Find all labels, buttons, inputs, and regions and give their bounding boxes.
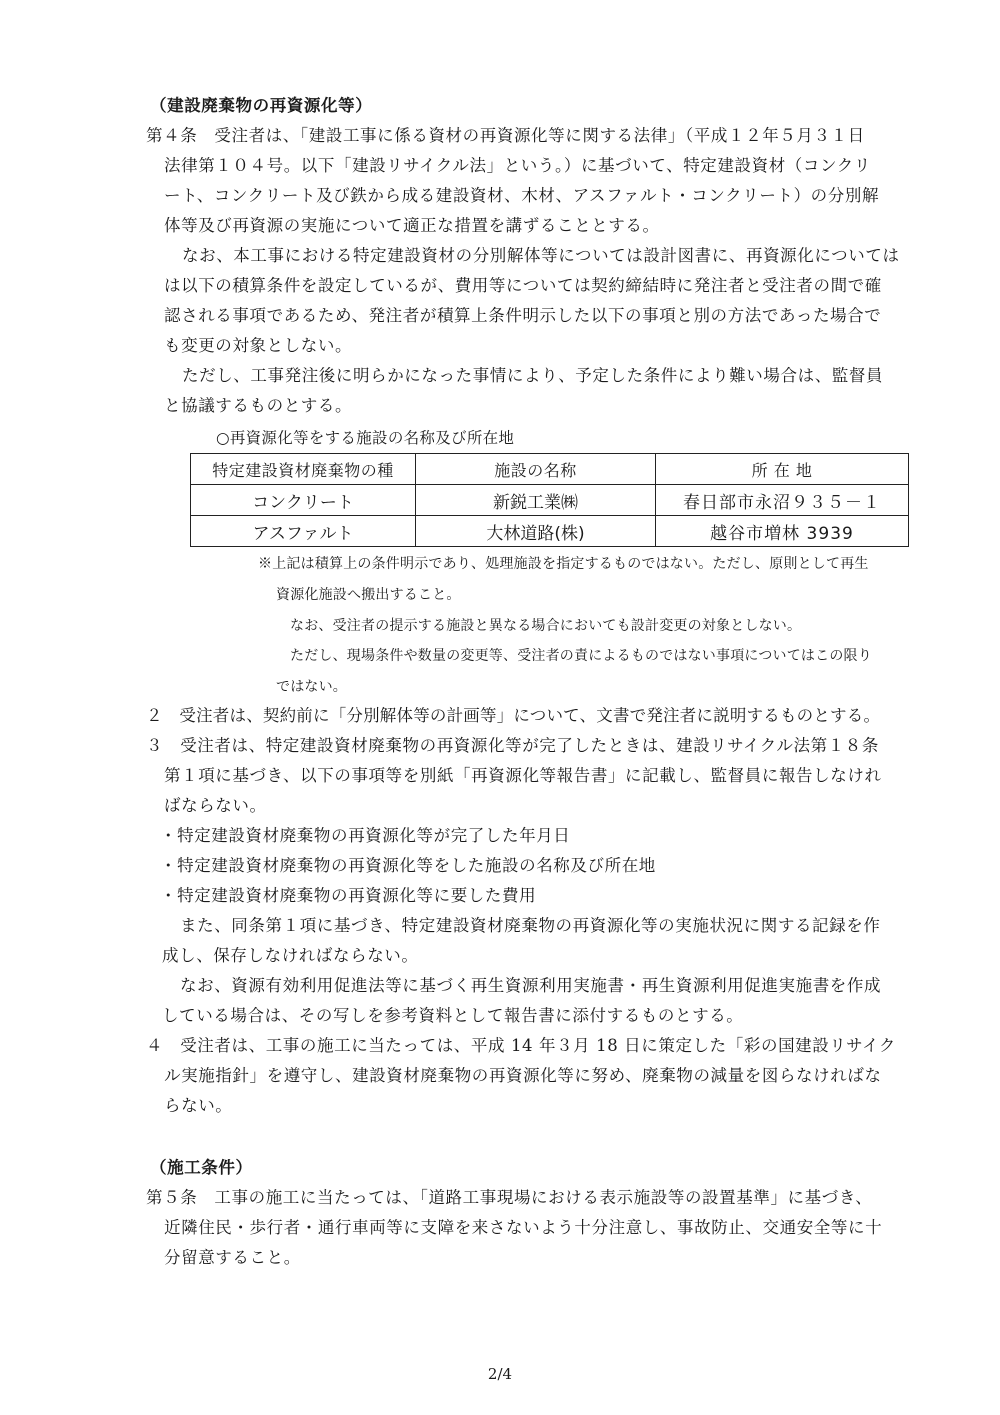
para3-line: 第１項に基づき、以下の事項等を別紙「再資源化等報告書」に記載し、監督員に報告しなけれ (164, 766, 882, 785)
list-item: ・特定建設資材廃棄物の再資源化等をした施設の名称及び所在地 (160, 856, 656, 875)
para3-line: している場合は、その写しを参考資料として報告書に添付するものとする。 (162, 1006, 744, 1025)
section4-heading: （建設廃棄物の再資源化等） (150, 96, 373, 115)
table-header-row (191, 454, 909, 485)
cell-waste-type: アスファルト (191, 516, 416, 547)
note-line: なお、受注者の提示する施設と異なる場合においても設計変更の対象としない。 (290, 618, 802, 634)
paragraph-2: ２ 受注者は、契約前に「分別解体等の計画等」について、文書で発注者に説明するものとする。 (146, 706, 881, 725)
article-line: 認される事項であるため、発注者が積算上条件明示した以下の事項と別の方法であった場合で (164, 306, 882, 325)
cell-location: 春日部市永沼９３５－１ (656, 485, 909, 516)
article-line: 法律第１０４号。以下「建設リサイクル法」という。）に基づいて、特定建設資材（コンクリ (164, 156, 871, 175)
para3-line: ３ 受注者は、特定建設資材廃棄物の再資源化等が完了したときは、建設リサイクル法第１８条 (146, 736, 879, 755)
note-line: ただし、現場条件や数量の変更等、受注者の責によるものではない事項についてはこの限り (290, 648, 872, 664)
table-caption: ○再資源化等をする施設の名称及び所在地 (216, 429, 515, 447)
article-line: は以下の積算条件を設定しているが、費用等については契約締結時に発注者と受注者の間で確 (164, 276, 882, 295)
list-item: ・特定建設資材廃棄物の再資源化等が完了した年月日 (160, 826, 571, 845)
para3-line: なお、資源有効利用促進法等に基づく再生資源利用実施書・再生資源利用促進実施書を作成 (180, 976, 882, 995)
article-line: ただし、工事発注後に明らかになった事情により、予定した条件により難い場合は、監督員 (182, 366, 884, 385)
note-line: ではない。 (276, 679, 347, 695)
article-line: 分留意すること。 (164, 1248, 301, 1267)
article-line: も変更の対象としない。 (164, 336, 353, 355)
para4-line: ル実施指針」を遵守し、建設資材廃棄物の再資源化等に努め、廃棄物の減量を図らなければな (164, 1066, 882, 1085)
para4-line: らない。 (164, 1096, 233, 1115)
article-line: 第４条 受注者は、「建設工事に係る資材の再資源化等に関する法律」（平成１２年５月３１日 (146, 126, 865, 145)
facility-table (190, 453, 909, 547)
cell-facility-name: 新鋭工業㈱ (416, 485, 656, 516)
cell-waste-type: コンクリート (191, 485, 416, 516)
note-line: ※上記は積算上の条件明示であり、処理施設を指定するものではない。ただし、原則として再生 (258, 556, 869, 572)
list-item: ・特定建設資材廃棄物の再資源化等に要した費用 (160, 886, 537, 905)
cell-facility-name: 大林道路(株) (416, 516, 656, 547)
header-facility-name: 施設の名称 (416, 454, 656, 485)
page-number: 2/4 (487, 1365, 513, 1383)
table-row (191, 516, 909, 547)
article-line: ート、コンクリート及び鉄から成る建設資材、木材、アスファルト・コンクリート）の分別解 (164, 186, 880, 205)
header-location: 所 在 地 (656, 454, 909, 485)
para3-line: また、同条第１項に基づき、特定建設資材廃棄物の再資源化等の実施状況に関する記録を作 (180, 916, 881, 935)
article-line: と協議するものとする。 (164, 396, 353, 415)
cell-location: 越谷市増林 3939 (656, 516, 909, 547)
para3-line: 成し、保存しなければならない。 (162, 946, 419, 965)
table-row (191, 485, 909, 516)
article-line: 近隣住民・歩行者・通行車両等に支障を来さないよう十分注意し、事故防止、交通安全等に十 (164, 1218, 883, 1237)
para3-line: ばならない。 (164, 796, 267, 815)
header-waste-type: 特定建設資材廃棄物の種 (191, 454, 416, 485)
article-line: 体等及び再資源の実施について適正な措置を講ずることとする。 (164, 216, 660, 235)
note-line: 資源化施設へ搬出すること。 (276, 587, 461, 603)
section5-heading: （施工条件） (150, 1158, 253, 1177)
article-line: なお、本工事における特定建設資材の分別解体等については設計図書に、再資源化については (182, 246, 900, 265)
article-line: 第５条 工事の施工に当たっては、「道路工事現場における表示施設等の設置基準」に基づき、 (146, 1188, 873, 1207)
para4-line: ４ 受注者は、工事の施工に当たっては、平成 14 年３月 18 日に策定した「彩の国建設リサイク (146, 1036, 896, 1055)
